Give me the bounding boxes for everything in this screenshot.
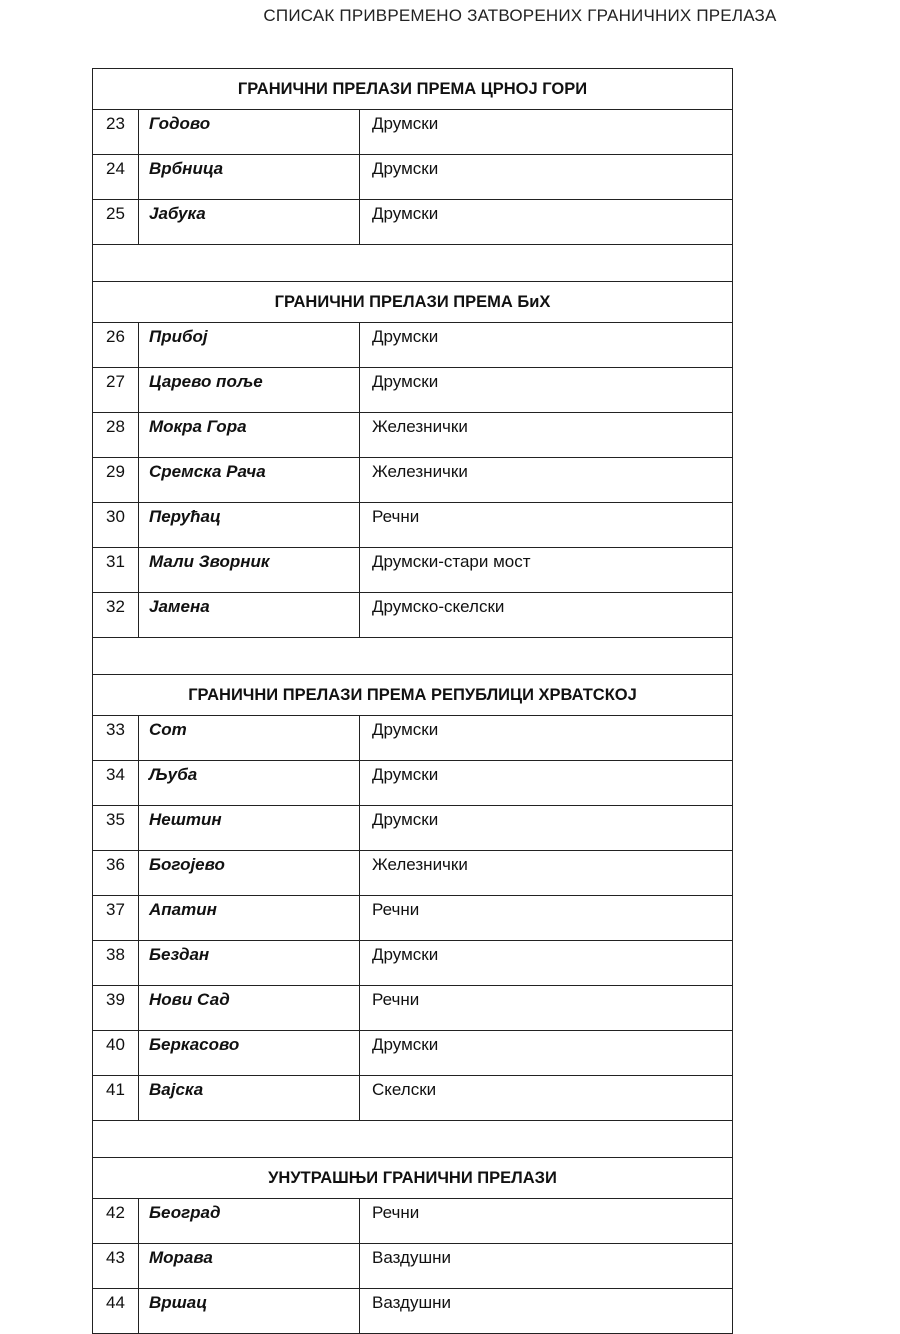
table-row xyxy=(93,458,733,503)
table-row xyxy=(93,761,733,806)
crossing-name: Бездан xyxy=(139,941,360,986)
row-number: 36 xyxy=(93,851,139,896)
table-row xyxy=(93,941,733,986)
table-row xyxy=(93,851,733,896)
row-number: 41 xyxy=(93,1076,139,1121)
crossing-name: Апатин xyxy=(139,896,360,941)
crossing-name: Љуба xyxy=(139,761,360,806)
table-row xyxy=(93,368,733,413)
row-number: 29 xyxy=(93,458,139,503)
row-number: 43 xyxy=(93,1244,139,1289)
crossing-type: Речни xyxy=(360,503,733,548)
crossing-type: Друмски xyxy=(360,941,733,986)
table-row xyxy=(93,1031,733,1076)
table-row xyxy=(93,1076,733,1121)
page-title: СПИСАК ПРИВРЕМЕНО ЗАТВОРЕНИХ ГРАНИЧНИХ ПРЕЛАЗА xyxy=(263,6,777,25)
crossing-name: Морава xyxy=(139,1244,360,1289)
spacer-cell xyxy=(93,245,733,282)
crossing-name: Вајска xyxy=(139,1076,360,1121)
crossing-type: Друмски-стари мост xyxy=(360,548,733,593)
row-number: 31 xyxy=(93,548,139,593)
row-number: 26 xyxy=(93,323,139,368)
crossing-name: Мокра Гора xyxy=(139,413,360,458)
border-crossings-table xyxy=(92,68,733,1334)
section-heading: ГРАНИЧНИ ПРЕЛАЗИ ПРЕМА БиХ xyxy=(93,282,733,323)
crossing-type: Друмски xyxy=(360,323,733,368)
crossing-type: Речни xyxy=(360,1199,733,1244)
row-number: 44 xyxy=(93,1289,139,1334)
crossing-type: Друмски xyxy=(360,155,733,200)
section-heading: ГРАНИЧНИ ПРЕЛАЗИ ПРЕМА РЕПУБЛИЦИ ХРВАТСКОЈ xyxy=(93,675,733,716)
table-row xyxy=(93,1289,733,1334)
crossing-type: Друмски xyxy=(360,806,733,851)
section-heading: УНУТРАШЊИ ГРАНИЧНИ ПРЕЛАЗИ xyxy=(93,1158,733,1199)
table-row xyxy=(93,896,733,941)
crossing-name: Нештин xyxy=(139,806,360,851)
crossing-name: Беркасово xyxy=(139,1031,360,1076)
crossing-name: Царево поље xyxy=(139,368,360,413)
crossing-type: Скелски xyxy=(360,1076,733,1121)
crossing-type: Друмски xyxy=(360,200,733,245)
table-row xyxy=(93,503,733,548)
crossing-name: Перућац xyxy=(139,503,360,548)
crossing-name: Јабука xyxy=(139,200,360,245)
row-number: 30 xyxy=(93,503,139,548)
row-number: 32 xyxy=(93,593,139,638)
row-number: 37 xyxy=(93,896,139,941)
row-number: 28 xyxy=(93,413,139,458)
spacer-row xyxy=(93,638,733,675)
crossing-type: Друмски xyxy=(360,368,733,413)
crossing-type: Железнички xyxy=(360,413,733,458)
crossing-name: Богојево xyxy=(139,851,360,896)
crossing-name: Сот xyxy=(139,716,360,761)
row-number: 40 xyxy=(93,1031,139,1076)
crossing-type: Друмско-скелски xyxy=(360,593,733,638)
table-row xyxy=(93,413,733,458)
spacer-cell xyxy=(93,1121,733,1158)
table-row xyxy=(93,806,733,851)
section-header-row xyxy=(93,675,733,716)
crossing-name: Врбница xyxy=(139,155,360,200)
crossing-type: Ваздушни xyxy=(360,1244,733,1289)
crossing-type: Речни xyxy=(360,896,733,941)
table-row xyxy=(93,548,733,593)
table-row xyxy=(93,155,733,200)
row-number: 42 xyxy=(93,1199,139,1244)
crossing-type: Ваздушни xyxy=(360,1289,733,1334)
row-number: 33 xyxy=(93,716,139,761)
section-heading: ГРАНИЧНИ ПРЕЛАЗИ ПРЕМА ЦРНОЈ ГОРИ xyxy=(93,69,733,110)
table-row xyxy=(93,323,733,368)
spacer-cell xyxy=(93,638,733,675)
table-row xyxy=(93,1244,733,1289)
crossing-name: Београд xyxy=(139,1199,360,1244)
table-row xyxy=(93,110,733,155)
row-number: 34 xyxy=(93,761,139,806)
crossing-name: Сремска Рача xyxy=(139,458,360,503)
spacer-row xyxy=(93,1121,733,1158)
table-row xyxy=(93,1199,733,1244)
section-header-row xyxy=(93,282,733,323)
crossing-type: Друмски xyxy=(360,761,733,806)
crossing-type: Друмски xyxy=(360,1031,733,1076)
section-header-row xyxy=(93,69,733,110)
row-number: 38 xyxy=(93,941,139,986)
table-row xyxy=(93,593,733,638)
row-number: 35 xyxy=(93,806,139,851)
crossing-type: Друмски xyxy=(360,716,733,761)
crossing-name: Мали Зворник xyxy=(139,548,360,593)
crossing-type: Железнички xyxy=(360,851,733,896)
row-number: 23 xyxy=(93,110,139,155)
crossing-name: Прибој xyxy=(139,323,360,368)
spacer-row xyxy=(93,245,733,282)
crossing-name: Нови Сад xyxy=(139,986,360,1031)
crossing-name: Вршац xyxy=(139,1289,360,1334)
row-number: 39 xyxy=(93,986,139,1031)
crossing-type: Железнички xyxy=(360,458,733,503)
crossing-name: Годово xyxy=(139,110,360,155)
table-row xyxy=(93,986,733,1031)
table-row xyxy=(93,716,733,761)
row-number: 27 xyxy=(93,368,139,413)
row-number: 24 xyxy=(93,155,139,200)
crossing-type: Друмски xyxy=(360,110,733,155)
row-number: 25 xyxy=(93,200,139,245)
crossing-name: Јамена xyxy=(139,593,360,638)
section-header-row xyxy=(93,1158,733,1199)
crossing-type: Речни xyxy=(360,986,733,1031)
table-row xyxy=(93,200,733,245)
